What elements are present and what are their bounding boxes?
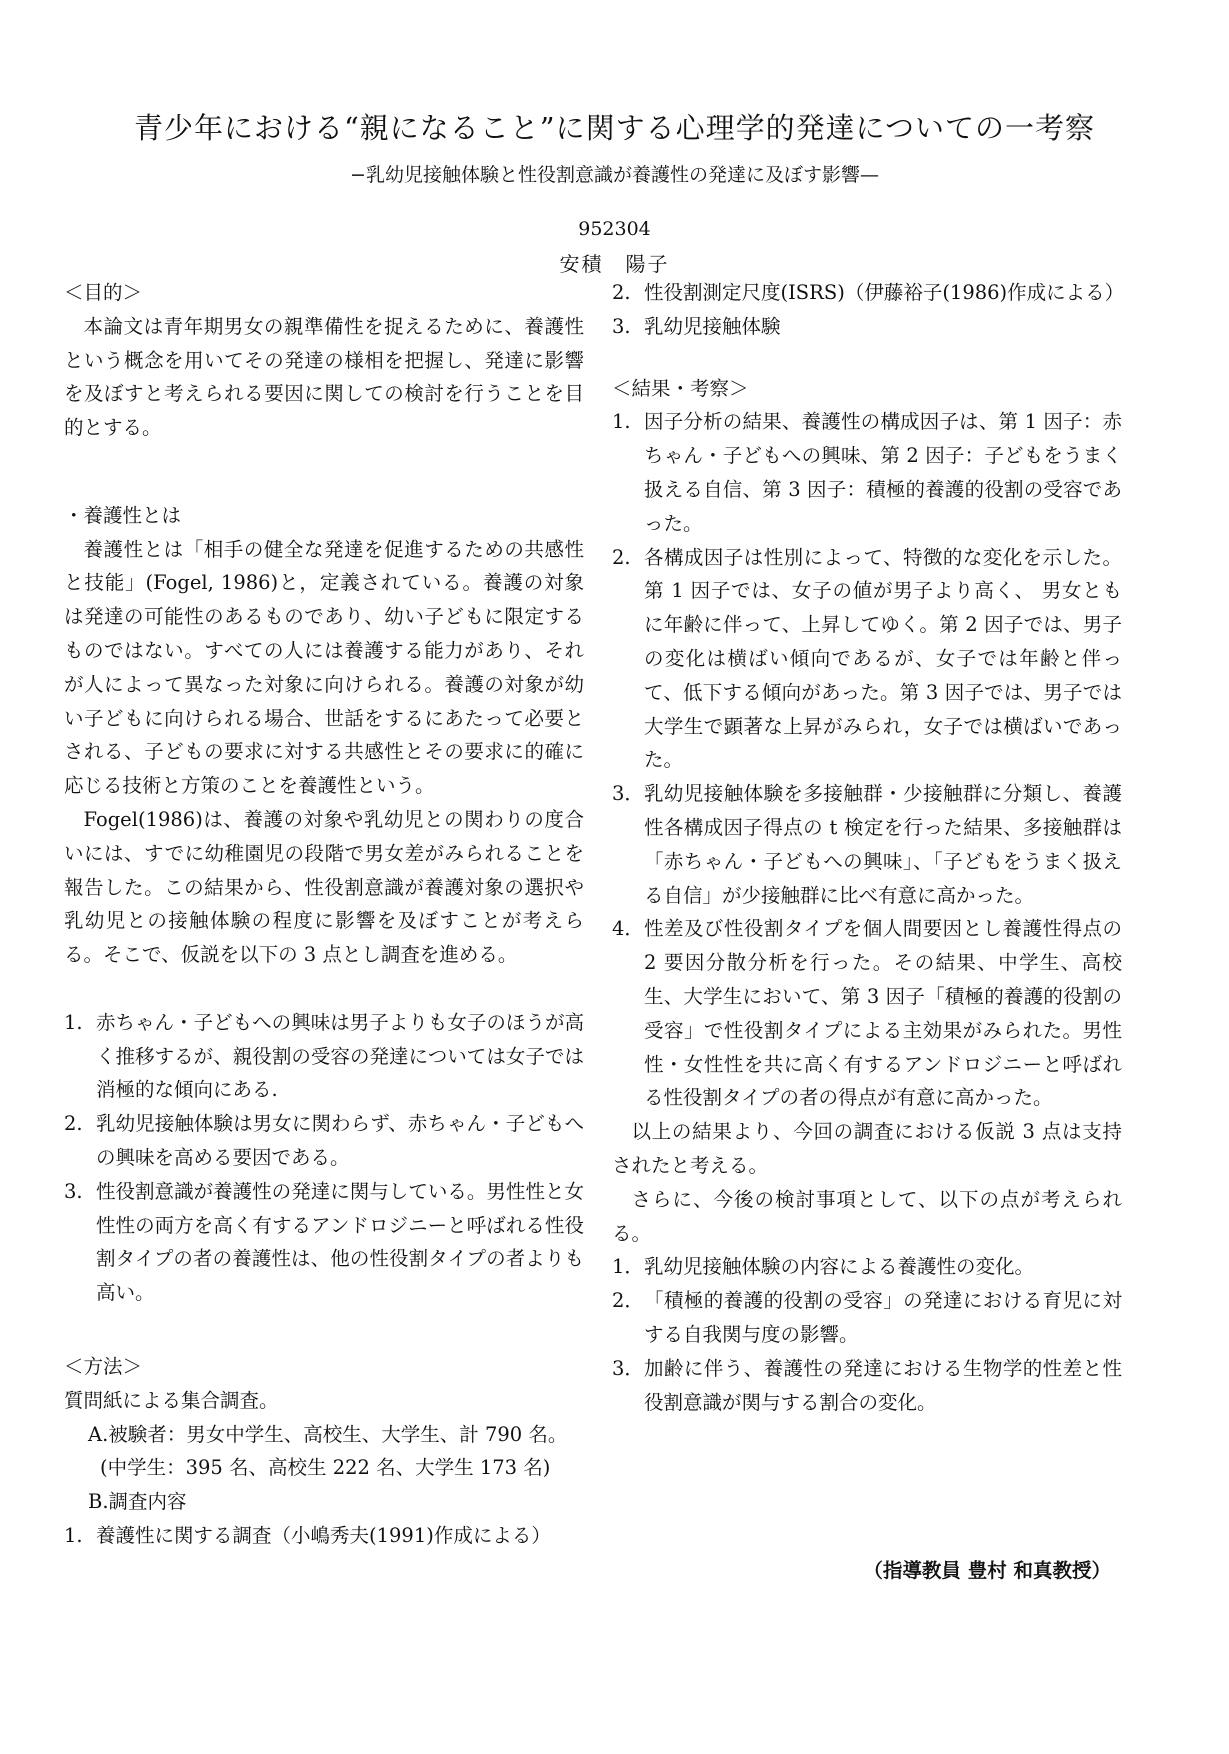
hypothesis-number: 3.	[64, 1179, 83, 1203]
left-column	[64, 276, 584, 1553]
hypothesis-item	[64, 1175, 584, 1310]
survey-number: 3.	[612, 314, 631, 338]
result-number: 3．	[612, 782, 644, 806]
paper-subtitle: −乳幼児接触体験と性役割意識が養護性の発達に及ぼす影響—	[350, 164, 879, 186]
hypothesis-text: 性役割意識が養護性の発達に関与している。男性性と女性性の両方を高く有するアンドロジニーと呼ばれる性役割タイプの者の養護性は、他の性役割タイプの者よりも高い。	[96, 1179, 584, 1305]
future-text: 「積極的養護的役割の受容」の発達における育児に対する自我関与度の影響。	[644, 1289, 1122, 1346]
result-text: 性差及び性役割タイプを個人間要因とし養護性得点の 2 要因分散分析を行った。その結果、中学生、高校生、大学生において、第 3 因子「積極的養護的役割の受容」で性役割タイプによる主効果がみられた。男性性・女性性を共に高く有するアンドロジニーと呼ばれる性役割タイプの者の得点が有意に高かった。	[644, 917, 1122, 1110]
method-intro: 質問紙による集合調査。	[64, 1388, 279, 1412]
result-text: 因子分析の結果、養護性の構成因子は、第 1 因子：赤ちゃん・子どもへの興味、第 2 因子：子どもをうまく扱える自信、第 3 因子：積極的養護的役割の受容であった。	[644, 410, 1122, 535]
yogo-definition-text: 養護性とは「相手の健全な発達を促進するための共感性と技能」(Fogel, 1986)と，定義されている。養護の対象は発達の可能性のあるものであり、幼い子どもに限定するものではない。すべての人には養護する能力があり、それが人によって異なった対象に向けられる。養護の対象が幼い子どもに向けられる場合、世話をするにあたって必要とされる、子どもの要求に対する共感性とその要求に的確に応じる技術と方策のことを養護性という。	[64, 537, 584, 798]
results-heading: ＜結果・考察＞	[612, 376, 749, 400]
hypothesis-number: 2.	[64, 1112, 83, 1136]
hypothesis-item	[64, 1006, 584, 1107]
future-number: 3．	[612, 1356, 644, 1380]
future-item	[612, 1284, 1122, 1352]
subjects-text: A.被験者：男女中学生、高校生、大学生、計 790 名。	[88, 1422, 568, 1446]
hypothesis-text: 赤ちゃん・子どもへの興味は男子よりも女子のほうが高く推移するが、親役割の受容の発達については女子では消極的な傾向にある.	[96, 1010, 584, 1102]
fogel-text: Fogel(1986)は、養護の対象や乳幼児との関わりの度合いには、すでに幼稚園児の段階で男女差がみられることを報告した。この結果から、性役割意識が養護対象の選択や乳幼児との接触体験の程度に影響を及ぼすことが考えらる。そこで、仮説を以下の 3 点とし調査を進める。	[64, 807, 584, 967]
result-item	[612, 777, 1122, 912]
future-number: 1．	[612, 1255, 644, 1279]
hypothesis-number: 1.	[64, 1010, 83, 1034]
conclusion-text: 以上の結果より、今回の調査における仮説 3 点は支持されたと考える。	[612, 1120, 1122, 1177]
right-column	[612, 276, 1125, 1419]
hypothesis-item	[64, 1107, 584, 1175]
survey-item	[612, 276, 1125, 310]
future-item	[612, 1352, 1122, 1420]
survey-item	[64, 1519, 584, 1553]
author-name: 安積 陽子	[559, 252, 670, 276]
yogo-heading: ・養護性とは	[64, 503, 182, 527]
purpose-text: 本論文は青年期男女の親準備性を捉えるために、養護性という概念を用いてその発達の様相を把握し、発達に影響を及ぼすと考えられる要因に関しての検討を行うことを目的とする。	[64, 314, 584, 440]
result-item	[612, 912, 1122, 1115]
method-heading: ＜方法＞	[64, 1354, 143, 1378]
result-item	[612, 405, 1122, 540]
contents-heading: B.調査内容	[88, 1490, 187, 1514]
survey-text: 乳幼児接触体験	[644, 314, 781, 338]
survey-text: 養護性に関する調査（小嶋秀夫(1991)作成による）	[96, 1523, 551, 1547]
survey-number: 1.	[64, 1523, 83, 1547]
advisor-credit: （指導教員 豊村 和真教授）	[863, 1559, 1111, 1582]
survey-text: 性役割測定尺度(ISRS)（伊藤裕子(1986)作成による）	[644, 281, 1125, 304]
result-text: 乳幼児接触体験を多接触群・少接触群に分類し、養護性各構成因子得点の t 検定を行った結果、多接触群は「赤ちゃん・子どもへの興味」、「子どもをうまく扱える自信」が少接触群に比べ有意に高かった。	[644, 782, 1122, 907]
result-number: 1.	[612, 410, 631, 434]
further-text: さらに、今後の検討事項として、以下の点が考えられる。	[612, 1187, 1122, 1245]
purpose-heading: ＜目的＞	[64, 281, 143, 304]
survey-number: 2.	[612, 281, 631, 304]
result-number: 2.	[612, 545, 631, 569]
result-item	[612, 541, 1122, 778]
future-text: 加齢に伴う、養護性の発達における生物学的性差と性役割意識が関与する割合の変化。	[644, 1356, 1122, 1414]
survey-item	[612, 310, 1122, 344]
result-number: 4．	[612, 917, 644, 941]
future-number: 2．	[612, 1289, 644, 1313]
future-item	[612, 1250, 1122, 1284]
future-text: 乳幼児接触体験の内容による養護性の変化。	[644, 1255, 1035, 1279]
student-id: 952304	[578, 218, 651, 240]
result-text: 各構成因子は性別によって、特徴的な変化を示した。第 1 因子では、女子の値が男子より高く、 男女ともに年齢に伴って、上昇してゆく。第 2 因子では、男子の変化は横ばい傾向であるが、女子では年齢と伴って、低下する傾向があった。第 3 因子では、男子では大学生で顕著な上昇がみられ，女子では横ばいであった。	[644, 545, 1122, 772]
subjects-detail: (中学生：395 名、高校生 222 名、大学生 173 名)	[100, 1456, 551, 1480]
paper-title: 青少年における“親になること”に関する心理学的発達についての一考察	[133, 111, 1096, 145]
hypothesis-text: 乳幼児接触体験は男女に関わらず、赤ちゃん・子どもへの興味を高める要因である。	[96, 1112, 584, 1169]
